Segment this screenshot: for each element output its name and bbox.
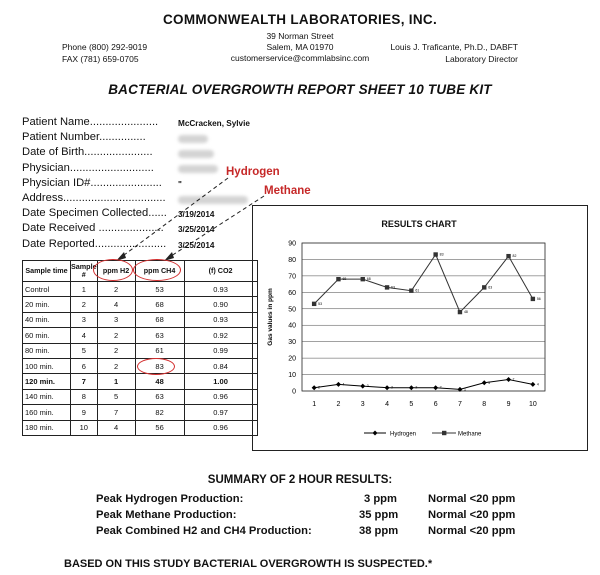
hydrogen-point [482, 380, 487, 385]
x-tick-label: 4 [385, 401, 390, 408]
cell-ppm-ch4: 48 [135, 374, 184, 389]
phone-number: Phone (800) 292-9019 [62, 42, 148, 52]
summary-normal: Normal <20 ppm [428, 525, 516, 537]
physician-label: Physician........................... [22, 161, 154, 174]
methane-point [385, 285, 389, 289]
methane-point [361, 277, 365, 281]
cell-co2: 0.90 [184, 297, 257, 312]
methane-point [409, 288, 413, 292]
legend-hydrogen-label: Hydrogen [390, 431, 417, 438]
cell-sample-time: 120 min. [23, 374, 71, 389]
collected-value: 3/19/2014 [178, 210, 215, 220]
summary-label: Peak Combined H2 and CH4 Production: [96, 525, 312, 537]
cell-sample-number: 5 [71, 343, 98, 358]
cell-sample-time: 140 min. [23, 389, 71, 404]
results-chart [252, 205, 586, 449]
plot-area [302, 243, 545, 391]
cell-sample-time: 20 min. [23, 297, 71, 312]
methane-point [312, 302, 316, 306]
table-row [23, 374, 258, 389]
data-label: 48 [463, 310, 468, 315]
hydrogen-annotation: Hydrogen [226, 166, 280, 178]
data-label: 82 [512, 254, 517, 259]
table-row [23, 328, 258, 343]
x-tick-label: 3 [360, 401, 365, 408]
summary-row-combined [96, 525, 536, 539]
cell-ppm-ch4: 68 [135, 312, 184, 327]
cell-ppm-h2: 4 [97, 297, 135, 312]
data-label: 2 [415, 385, 418, 390]
cell-ppm-h2: 1 [97, 374, 135, 389]
table-row [23, 312, 258, 327]
table-row [23, 420, 258, 435]
received-label: Date Received ..................... [22, 222, 164, 235]
hydrogen-point [336, 382, 341, 387]
summary-normal: Normal <20 ppm [428, 509, 516, 521]
collected-label: Date Specimen Collected...... [22, 207, 167, 220]
data-label: 56 [536, 296, 541, 301]
cell-sample-number: 8 [71, 389, 98, 404]
chart-title: RESULTS CHART [381, 219, 457, 229]
methane-arrow [168, 196, 264, 258]
cell-co2: 0.99 [184, 343, 257, 358]
methane-point [482, 285, 486, 289]
header-sample-number: Sample # [71, 261, 98, 282]
cell-sample-number: 3 [71, 312, 98, 327]
cell-sample-time: 180 min. [23, 420, 71, 435]
summary-value: 35 ppm [359, 509, 399, 521]
data-label: 4 [342, 382, 345, 387]
cell-sample-number: 2 [71, 297, 98, 312]
y-tick-label: 70 [288, 273, 296, 281]
cell-ppm-ch4: 56 [135, 420, 184, 435]
cell-ppm-h2: 2 [97, 282, 135, 297]
data-label: 61 [415, 288, 420, 293]
hydrogen-point [506, 377, 511, 382]
y-tick-label: 10 [288, 372, 296, 380]
cell-co2: 0.97 [184, 405, 257, 420]
cell-ppm-h2: 4 [97, 420, 135, 435]
methane-point [458, 310, 462, 314]
y-tick-label: 90 [288, 240, 296, 248]
cell-co2: 0.93 [184, 282, 257, 297]
cell-ppm-ch4: 68 [135, 297, 184, 312]
summary-row-methane [96, 509, 536, 523]
x-tick-label: 8 [482, 401, 487, 408]
data-label: 53 [318, 301, 323, 306]
summary-normal: Normal <20 ppm [428, 493, 516, 505]
data-label: 2 [391, 385, 394, 390]
cell-ppm-ch4: 82 [135, 405, 184, 420]
summary-value: 38 ppm [359, 525, 399, 537]
series-line-methane [314, 252, 533, 313]
cell-sample-number: 9 [71, 405, 98, 420]
fax-number: FAX (781) 659-0705 [62, 54, 139, 64]
header-ppm-ch4: ppm CH4 [135, 261, 184, 282]
summary-row-hydrogen [96, 493, 536, 507]
y-tick-label: 0 [292, 388, 296, 396]
y-tick-label: 80 [288, 256, 296, 264]
cell-sample-number: 10 [71, 420, 98, 435]
hydrogen-point [433, 385, 438, 390]
reported-label: Date Reported....................... [22, 237, 167, 250]
cell-ppm-h2: 2 [97, 343, 135, 358]
x-tick-label: 7 [457, 401, 462, 408]
header-sample-time: Sample time [23, 261, 71, 282]
data-label: 63 [488, 285, 493, 290]
hydrogen-arrow [120, 178, 228, 258]
cell-co2: 1.00 [184, 374, 257, 389]
x-tick-label: 2 [336, 401, 341, 408]
methane-annotation: Methane [264, 185, 311, 197]
x-tick-label: 9 [506, 401, 511, 408]
hydrogen-point [530, 382, 535, 387]
data-label: 3 [366, 384, 369, 389]
summary-heading: SUMMARY OF 2 HOUR RESULTS: [207, 474, 393, 486]
reported-value: 3/25/2014 [178, 240, 215, 250]
address-line-2: Salem, MA 01970 [266, 42, 334, 52]
header-ppm-h2: ppm H2 [97, 261, 135, 282]
x-tick-label: 5 [409, 401, 414, 408]
cell-ppm-ch4: 63 [135, 389, 184, 404]
cell-sample-time: 80 min. [23, 343, 71, 358]
director-name: Louis J. Traficante, Ph.D., DABFT [390, 42, 518, 52]
patient-number-label: Patient Number............... [22, 131, 146, 144]
data-label: 68 [342, 277, 347, 282]
summary-value: 3 ppm [364, 493, 397, 505]
cell-sample-time: Control [23, 282, 71, 297]
methane-point [336, 277, 340, 281]
data-label: 2 [318, 385, 321, 390]
summary-label: Peak Methane Production: [96, 509, 237, 521]
customer-email: customerservice@commlabsinc.com [230, 53, 370, 63]
legend-methane-marker [442, 431, 446, 435]
results-table [22, 260, 258, 436]
cell-sample-time: 160 min. [23, 405, 71, 420]
y-tick-label: 50 [288, 306, 296, 314]
cell-sample-number: 1 [71, 282, 98, 297]
x-tick-label: 10 [528, 401, 537, 408]
y-tick-label: 40 [288, 322, 296, 330]
cell-co2: 0.92 [184, 328, 257, 343]
x-tick-label: 6 [433, 401, 438, 408]
y-tick-label: 20 [288, 355, 296, 363]
data-label: 68 [366, 277, 371, 282]
peak-ch4-circle [137, 358, 175, 375]
patient-name-label: Patient Name...................... [22, 116, 159, 128]
data-label: 63 [391, 285, 395, 290]
cell-ppm-h2: 3 [97, 312, 135, 327]
company-name: COMMONWEALTH LABORATORIES, INC. [162, 12, 438, 27]
patient-name-value: McCracken, Sylvie [178, 119, 250, 128]
cell-sample-time: 60 min. [23, 328, 71, 343]
y-axis-label: Gas values in ppm [267, 288, 274, 346]
cell-ppm-ch4: 83 [135, 358, 184, 373]
data-label: 4 [536, 382, 539, 387]
hydrogen-point [409, 385, 414, 390]
address-label: Address................................. [22, 191, 166, 204]
methane-point [506, 254, 510, 258]
table-row [23, 282, 258, 297]
cell-ppm-h2: 7 [97, 405, 135, 420]
cell-ppm-h2: 2 [97, 328, 135, 343]
header-co2: (f) CO2 [184, 261, 257, 282]
y-tick-label: 60 [288, 289, 296, 297]
cell-ppm-h2: 5 [97, 389, 135, 404]
table-row [23, 297, 258, 312]
hydrogen-point [360, 384, 365, 389]
hydrogen-point [312, 385, 317, 390]
report-title: BACTERIAL OVERGROWTH REPORT SHEET 10 TUBE KIT [108, 82, 492, 97]
data-label: 1 [463, 387, 466, 392]
cell-ppm-ch4: 61 [135, 343, 184, 358]
cell-sample-time: 100 min. [23, 358, 71, 373]
y-tick-label: 30 [288, 339, 296, 347]
table-row [23, 389, 258, 404]
cell-ppm-h2: 2 [97, 358, 135, 373]
cell-sample-number: 4 [71, 328, 98, 343]
cell-co2: 0.96 [184, 420, 257, 435]
received-value: 3/25/2014 [178, 225, 215, 235]
cell-sample-number: 7 [71, 374, 98, 389]
cell-co2: 0.96 [184, 389, 257, 404]
legend-hydrogen-marker [373, 431, 378, 436]
conclusion: BASED ON THIS STUDY BACTERIAL OVERGROWTH IS SUSPECTED.* [64, 558, 433, 570]
x-tick-label: 1 [312, 401, 317, 408]
data-label: 2 [439, 385, 442, 390]
physician-id-label: Physician ID#....................... [22, 176, 162, 189]
h2-header-circle [93, 259, 133, 281]
cell-co2: 0.84 [184, 358, 257, 373]
address-line-1: 39 Norman Street [266, 31, 334, 41]
physician-id-value: " [178, 179, 182, 189]
data-label: 83 [439, 252, 444, 257]
methane-point [531, 297, 535, 301]
legend-methane-label: Methane [458, 431, 482, 438]
series-line-hydrogen [314, 379, 533, 392]
methane-point [433, 252, 437, 256]
cell-sample-number: 6 [71, 358, 98, 373]
ch4-header-circle [133, 259, 181, 281]
dob-label: Date of Birth...................... [22, 146, 153, 159]
cell-ppm-ch4: 63 [135, 328, 184, 343]
director-title: Laboratory Director [445, 54, 518, 64]
table-row [23, 405, 258, 420]
data-label: 5 [488, 380, 491, 385]
cell-co2: 0.93 [184, 312, 257, 327]
hydrogen-point [385, 385, 390, 390]
table-row [23, 343, 258, 358]
summary-label: Peak Hydrogen Production: [96, 493, 244, 505]
data-label: 7 [512, 377, 515, 382]
cell-sample-time: 40 min. [23, 312, 71, 327]
cell-ppm-ch4: 53 [135, 282, 184, 297]
